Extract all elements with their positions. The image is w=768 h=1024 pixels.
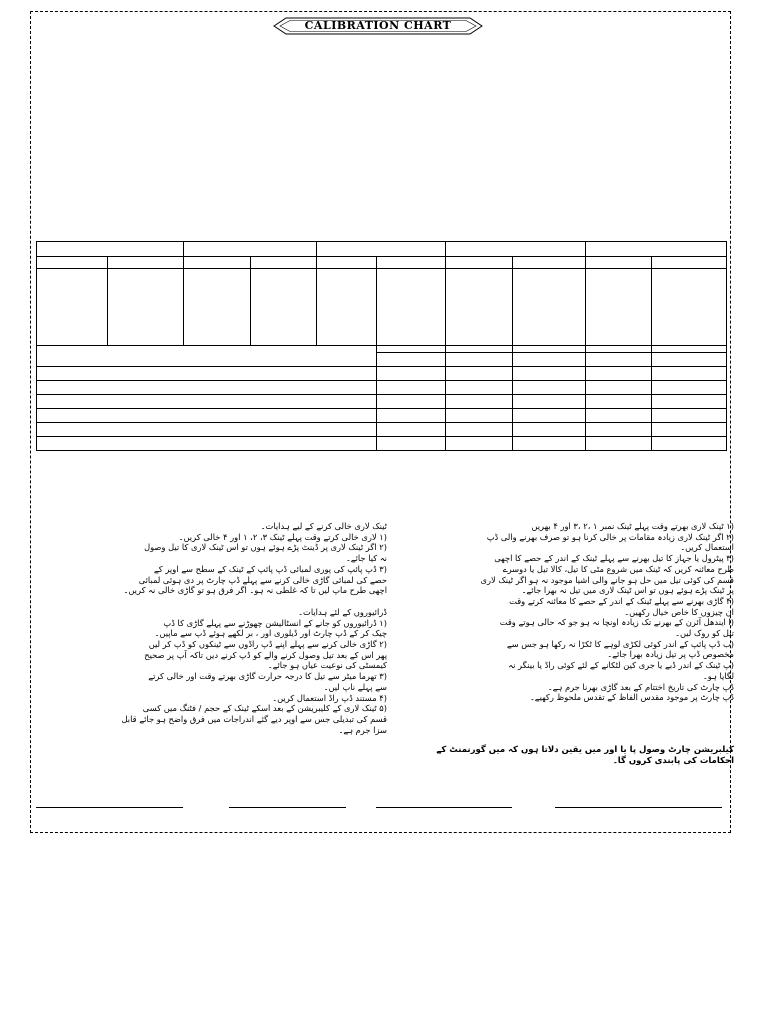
instruction-line: پر ٹینک پڑے ہوئے ہوں تو اس ٹینک لاری میں تیل نہ بھرا جائے۔ [521,585,734,596]
instruction-line: (۲ اگر ٹینک لاری پر ڈینٹ پڑے ہوئے ہوں تو اس ٹینک لاری کا تیل وصول [144,542,387,553]
instruction-line: قسم کی تبدیلی جس سے اوپر دیے گئے اندراجات میں فرق واضح ہو جائے قابل [121,713,387,724]
instruction-line: سزا جرم ہے۔ [338,724,387,735]
instruction-line: پھر اس کے بعد تیل وصول کرنے والے کو ڈپ کرنے دیں تاکہ آپ پر صحیح [144,649,387,660]
section-heading-drivers: ڈرائیوروں کے لئے ہدایات۔ [298,606,387,617]
instruction-line: (۴ مستند ڈپ راڈ استعمال کریں۔ [272,692,387,703]
declaration-statement [404,745,734,767]
instruction-line: حصے کی لمبائی گاڑی خالی کرنے سے پہلے ڈپ چارٹ پر دی ہوئی لمبائی [138,574,387,585]
instruction-line: کیمسٹی کی نوعیت عیاں ہو جائے۔ [267,660,387,671]
instructions-filling [404,521,734,703]
instruction-line: استعمال کریں۔ [680,542,734,553]
instruction-line: (پ ٹینک کے اندر ڈبے یا جری کین لٹکانے کے لئے کوئی راڈ یا بینگر نہ [508,660,734,671]
instructions-emptying [54,521,387,735]
signature-line [376,807,512,808]
instruction-line: ڈپ چارٹ کی تاریخ اختتام کے بعد گاڑی بھرنا جرم ہے۔ [547,681,734,692]
instruction-line: تیل کو روک لیں۔ [675,628,734,639]
instruction-line: (۳ پیٹرول یا جہاز کا تیل بھرنے سے پہلے ٹینک کے اندر کے حصے کا اچھی [494,553,734,564]
title-banner [272,16,484,36]
declaration-line: کیلبریشن چارٹ وصول پا یا اور میں یقین دلاتا ہوں کہ میں گورنمنٹ کے [436,745,734,755]
instruction-line: اچھی طرح ماپ لیں تا کہ غلطی نہ ہو۔ اگر فرق ہو تو گاڑی خالی نہ کریں۔ [123,585,387,596]
instruction-line: ٹینک لاری خالی کرنے کے لیے ہدایات۔ [260,521,387,531]
instruction-line: (ب ڈپ پائپ کے اندر کوئی لکڑی لوہے کا ٹکڑا نہ رکھا ہو جس سے [506,638,734,649]
instruction-line: (۵ ٹینک لاری کے کلیبریشن کے بعد اسکے ٹینک کے حجم / فٹنگ میں کسی [142,703,387,714]
instruction-line: مخصوص ڈپ پر تیل زیادہ بھرا جائے۔ [607,649,734,660]
instruction-line: چیک کر کے ڈپ چارٹ اور ڈیلوری اور ، بر لکھے ہوئے ڈپ سے ماپیں۔ [154,628,387,639]
instruction-line: (۴ گاڑی بھرنے سے پہلے ٹینک کے اندر کے حصے کا معائنہ کرتے وقت [509,595,734,606]
signature-line [555,807,722,808]
instruction-line: (۳ تھرما میٹر سے تیل کا درجہ حرارت گاڑی بھرتے وقت اور خالی کرتے [148,671,387,682]
instruction-line: سے پہلے ناپ لیں۔ [323,681,387,692]
instruction-line: (۱ ٹینک لاری بھرتے وقت پہلے ٹینک نمبر ۱ ،۲ ،۳ اور ۴ بھریں [531,521,734,531]
instruction-line: قسم کی کوئی تیل میں حل ہو جانے والی اشیا موجود نہ ہو اگر ٹینک لاری [480,574,734,585]
instruction-line: نہ کیا جائے۔ [345,553,387,564]
instruction-line: (۲ گاڑی خالی کرنے سے پہلے اپنے ڈپ راڈوں سے ٹینکوں کو ڈپ کر لیں [148,639,387,650]
declaration-line: احکامات کی پابندی کروں گا۔ [612,756,734,766]
signature-line [229,807,346,808]
instruction-line: ڈپ چارٹ پر موجود مقدس الفاظ کے تقدس ملحوظ رکھیے۔ [529,692,734,703]
instruction-line: (۳ ڈپ پائپ کی پوری لمبائی ڈپ پائپ کے ٹینک کے سطح سے اوپر کے [153,563,387,574]
page-title: CALIBRATION CHART [304,19,452,32]
instruction-line: ان چیزوں کا خاص خیال رکھیں۔ [624,606,734,617]
instruction-line: (۱ لاری خالی کرتے وقت پہلے ٹینک ۳، ۲، ۱ اور ۴ خالی کریں۔ [178,531,387,542]
instruction-line: (۲ اگر ٹینک لاری زیادہ مقامات پر خالی کرنا ہو تو صرف بھرنے والی ڈپ [486,531,734,542]
instruction-line: لگایا ہو۔ [702,670,734,681]
instruction-line: طرح معائنہ کریں کہ ٹینک میں شروع مٹی کا تیل، کالا تیل یا دوسرے [502,563,734,574]
instruction-line: (ا ایندھل آئرن کے بھرنے تک زیادہ اونچا نہ ہو جو کہ حالی ہوتے وقت [499,617,734,628]
instruction-line: (۱ ڈرائیوروں کو جانے کے انسٹالیشن چھوڑنے سے پہلے گاڑی کا ڈپ [163,617,387,628]
signature-line [36,807,183,808]
